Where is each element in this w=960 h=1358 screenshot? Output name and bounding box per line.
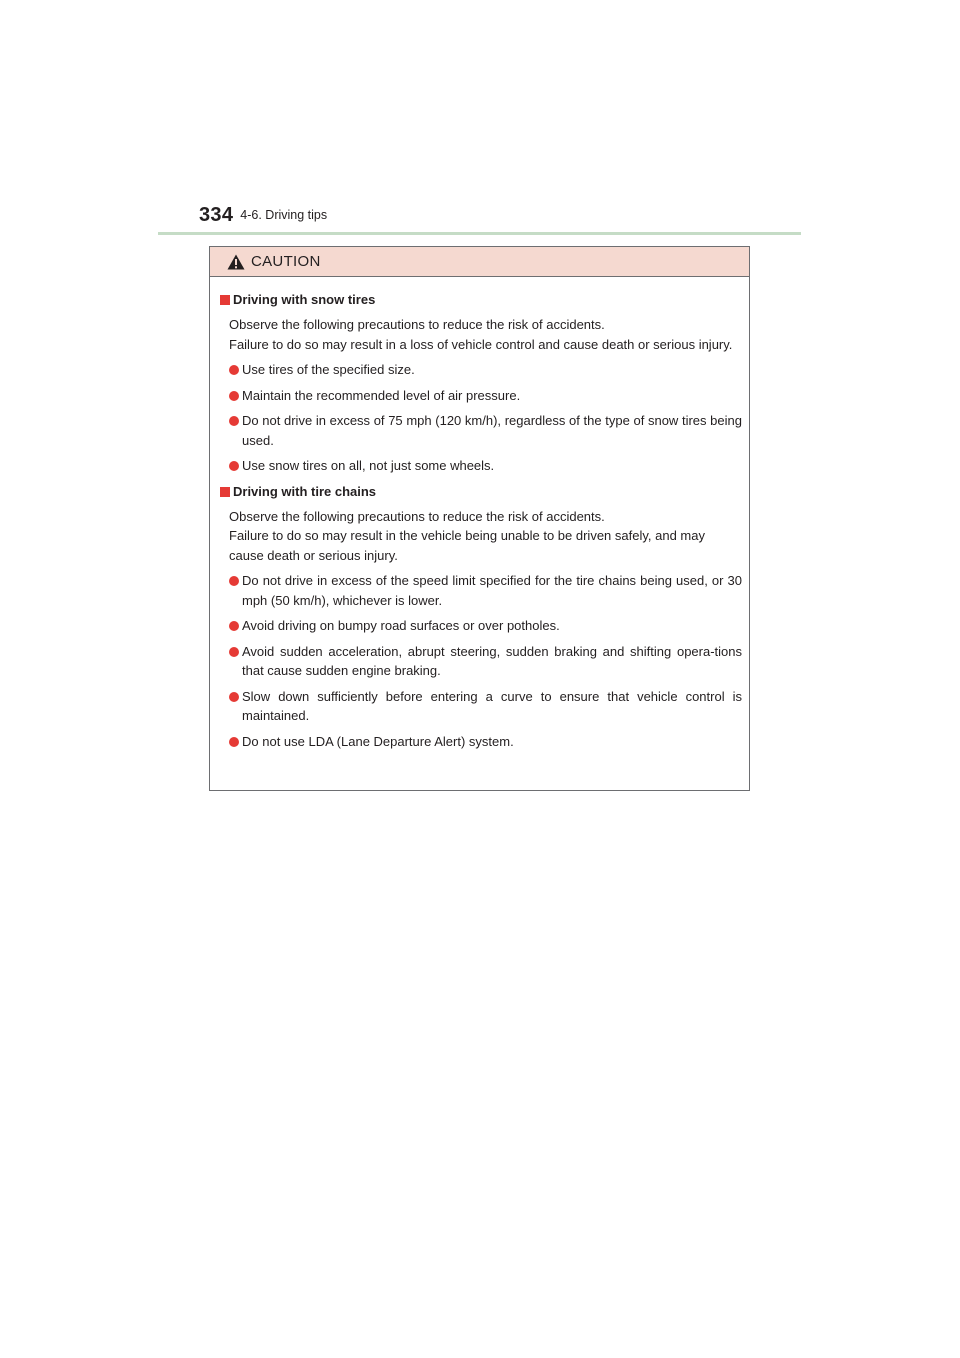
round-bullet-icon: [229, 365, 239, 375]
list-item: [217, 386, 742, 406]
list-item: [217, 732, 742, 752]
list-item: [217, 687, 742, 726]
topic-heading-text: Driving with snow tires: [233, 292, 376, 308]
list-item: [217, 642, 742, 681]
round-bullet-icon: [229, 621, 239, 631]
caution-box: [209, 246, 750, 791]
topic-heading: [217, 482, 742, 502]
list-item-text: Avoid driving on bumpy road surfaces or over potholes.: [242, 618, 560, 633]
round-bullet-icon: [229, 461, 239, 471]
section-title: 4-6. Driving tips: [240, 208, 328, 222]
list-item-text: Maintain the recommended level of air pressure.: [242, 387, 521, 403]
list-item-text: Avoid sudden acceleration, abrupt steering, sudden braking and shifting opera-tions that cause sudden engine braking.: [242, 643, 742, 678]
round-bullet-icon: [229, 416, 239, 426]
round-bullet-icon: [229, 737, 239, 747]
list-item-text: Do not use LDA (Lane Departure Alert) system.: [242, 733, 514, 749]
intro-line: Failure to do so may result in a loss of vehicle control and cause death or serious injury.: [229, 336, 733, 352]
topic-heading-text: Driving with tire chains: [233, 483, 377, 499]
list-item-text: Slow down sufficiently before entering a curve to ensure that vehicle control is maintained.: [242, 688, 742, 723]
caution-title: CAUTION: [251, 253, 321, 270]
square-bullet-icon: [220, 487, 230, 497]
list-item: [217, 456, 742, 476]
intro-line: Failure to do so may result in the vehicle being unable to be driven safely, and may cause death or serious injury.: [229, 528, 705, 563]
list-item-text: Use tires of the specified size.: [242, 362, 415, 377]
round-bullet-icon: [229, 692, 239, 702]
list-item: [217, 360, 742, 380]
topic-heading: [217, 290, 742, 310]
list-item-text: Do not drive in excess of the speed limit specified for the tire chains being used, or 30 mph (50 km/h), whichever is lower.: [242, 573, 742, 608]
list-item-text: Use snow tires on all, not just some wheels.: [242, 458, 495, 473]
square-bullet-icon: [220, 295, 230, 305]
page-header: [199, 204, 327, 230]
topic-intro: [217, 507, 742, 566]
intro-line: Observe the following precautions to reduce the risk of accidents.: [229, 508, 605, 524]
list-item: [217, 571, 742, 610]
list-item: [217, 616, 742, 636]
caution-body: [210, 277, 749, 751]
list-item-text: Do not drive in excess of 75 mph (120 km/h), regardless of the type of snow tires being used.: [242, 413, 742, 448]
round-bullet-icon: [229, 647, 239, 657]
topic-intro: [217, 315, 742, 354]
intro-line: Observe the following precautions to reduce the risk of accidents.: [229, 317, 605, 332]
warning-triangle-icon: [227, 254, 245, 270]
page-number: 334: [199, 204, 234, 226]
list-item: [217, 411, 742, 450]
caution-header: [210, 247, 749, 277]
round-bullet-icon: [229, 391, 239, 401]
header-rule: [158, 232, 801, 235]
round-bullet-icon: [229, 576, 239, 586]
